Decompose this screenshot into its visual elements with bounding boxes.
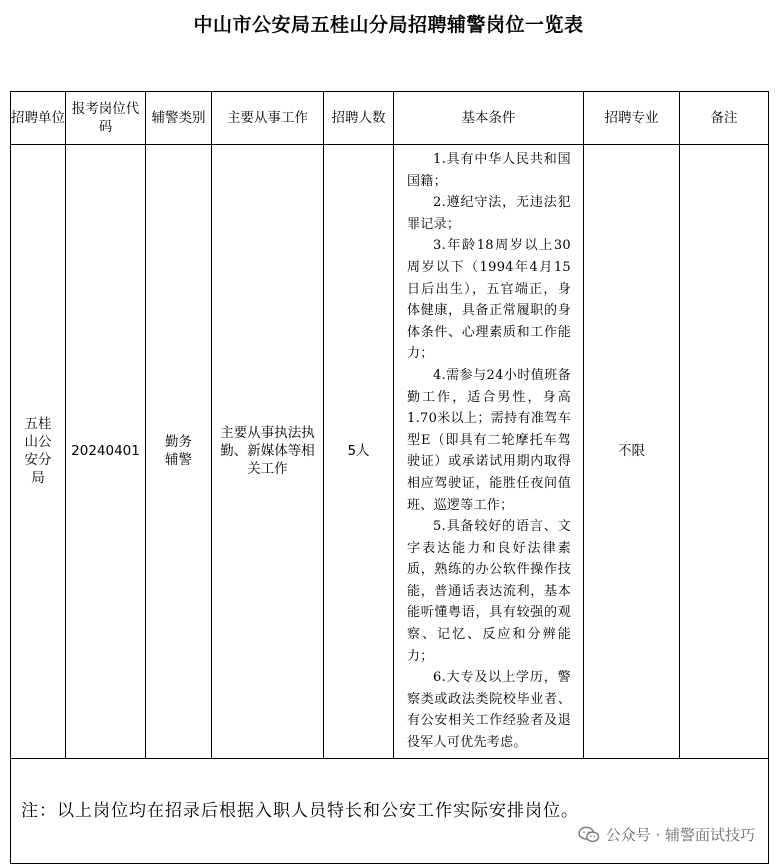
note-cell: 注：以上岗位均在招录后根据入职人员特长和公安工作实际安排岗位。 [11, 758, 769, 863]
table-row [11, 145, 769, 759]
condition-item: 2.遵纪守法，无违法犯罪记录； [407, 195, 571, 232]
header-category: 辅警类别 [146, 92, 212, 145]
unit-cell [11, 145, 66, 759]
unit-line: 局 [31, 470, 45, 487]
watermark [578, 824, 755, 845]
condition-item: 3.年龄18周岁以上30周岁以下（1994年4月15日后出生），五官端正，身体健康，具备正常履职的身体条件、心理素质和工作能力； [407, 238, 571, 362]
unit-line: 安分 [24, 452, 52, 469]
condition-item: 4.需参与24小时值班备勤工作，适合男性，身高1.70米以上；需持有准驾车型E（即具有二轮摩托车驾驶证）或承诺试用期内取得相应驾驶证，能胜任夜间值班、巡逻等工作； [407, 367, 571, 513]
header-duty: 主要从事工作 [212, 92, 324, 145]
count-cell: 5人 [324, 145, 394, 759]
category-cell: 勤务辅警 [146, 145, 212, 759]
wechat-icon [578, 826, 600, 844]
note-row [11, 758, 769, 863]
header-unit: 招聘单位 [11, 92, 66, 145]
unit-line: 五桂 [24, 416, 52, 433]
condition-item: 1.具有中华人民共和国国籍； [407, 152, 571, 189]
header-remark: 备注 [680, 92, 769, 145]
major-cell: 不限 [584, 145, 680, 759]
header-conditions: 基本条件 [394, 92, 584, 145]
conditions-cell [394, 145, 584, 759]
duty-cell: 主要从事执法执勤、新媒体等相关工作 [212, 145, 324, 759]
header-row [11, 92, 769, 145]
watermark-text: 公众号 · 辅警面试技巧 [605, 826, 755, 844]
remark-cell [680, 145, 769, 759]
header-code: 报考岗位代码 [66, 92, 146, 145]
code-cell: 20240401 [66, 145, 146, 759]
recruitment-table [10, 91, 769, 864]
condition-item: 5.具备较好的语言、文字表达能力和良好法律素质，熟练的办公软件操作技能，普通话表达流利，基本能听懂粤语，具有较强的观察、记忆、反应和分辨能力； [407, 519, 571, 664]
page-title: 中山市公安局五桂山分局招聘辅警岗位一览表 [193, 14, 584, 36]
unit-line: 山公 [24, 434, 52, 451]
header-count: 招聘人数 [324, 92, 394, 145]
condition-item: 6.大专及以上学历，警察类或政法类院校毕业者、有公安相关工作经验者及退役军人可优先考虑。 [407, 670, 571, 751]
header-major: 招聘专业 [584, 92, 680, 145]
